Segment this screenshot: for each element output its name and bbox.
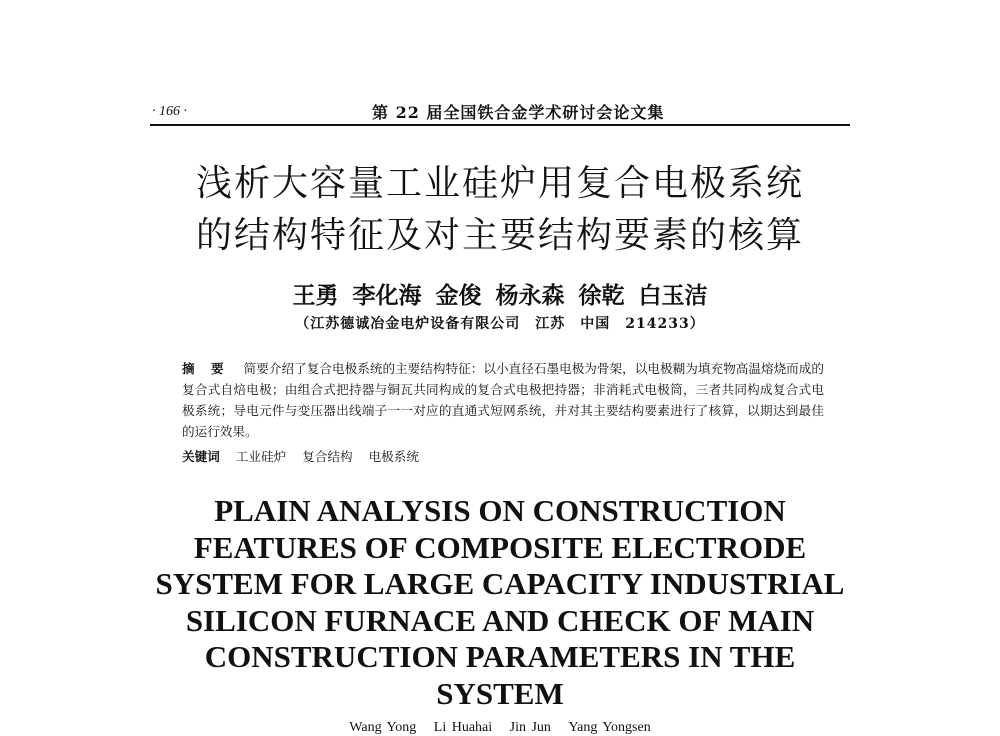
english-title-line: SILICON FURNACE AND CHECK OF MAIN [185,602,815,638]
chinese-title-line-2: 的结构特征及对主要结构要素的核算 [195,215,804,256]
journal-title: 第 22 届全国铁合金学术研讨会论文集 [372,103,665,122]
chinese-authors: 王勇 李化海 金俊 杨永森 徐乾 白玉洁 [292,282,708,309]
abstract-text: 简要介绍了复合电极系统的主要结构特征：以小直径石墨电极为骨架，以电极糊为填充物高温熔烧而成的复合式自焙电极；由组合式把持器与铜瓦共同构成的复合式电极把持器；非消耗式电极筒，三者共同构成复合式电极系统；导电元件与变压器出线端子一一对应的直通式短网系统，并对其主要结构要素进行了核算，以期达到最佳的运行效果。 [182,361,825,439]
running-header [150,98,850,126]
english-title-line: SYSTEM [436,675,564,711]
english-author: Yang Yongsen [568,720,651,735]
english-author: Jin Jun [509,720,551,735]
keywords-label: 关键词 [182,449,220,464]
english-authors [150,720,850,736]
english-title-line: CONSTRUCTION PARAMETERS IN THE [204,639,796,674]
keyword-item: 复合结构 [302,449,353,464]
english-title [130,493,870,712]
chinese-affiliation: （江苏德诚冶金电炉设备有限公司 江苏 中国 214233） [295,316,705,332]
english-author: Wang Yong [349,720,417,735]
page-number: · 166 · [152,104,187,119]
keywords [182,446,824,465]
english-title-line: SYSTEM FOR LARGE CAPACITY INDUSTRIAL [155,566,845,601]
keyword-item: 电极系统 [368,449,419,464]
english-title-line: FEATURES OF COMPOSITE ELECTRODE [193,529,807,565]
keyword-item: 工业硅炉 [235,449,287,464]
english-title-line: PLAIN ANALYSIS ON CONSTRUCTION [214,493,786,528]
abstract-label: 摘 要 [182,361,230,376]
abstract [182,358,824,442]
chinese-title-line-1: 浅析大容量工业硅炉用复合电极系统 [195,163,804,204]
english-author: Li Huahai [433,720,493,735]
